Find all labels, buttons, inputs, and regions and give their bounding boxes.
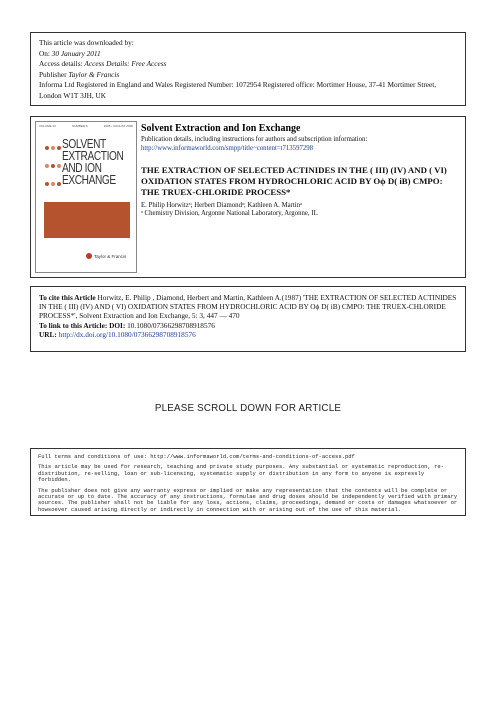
citation-box <box>30 286 466 352</box>
cover-dot <box>57 164 61 168</box>
access-details: Access Details: Free Access <box>84 59 167 69</box>
terms-disclaimer-paragraph: The publisher does not give any warranty express or implied or make any representation that the contents will be complete or accurate or up to date. The accuracy of any instructions, formulae and drug doses should be independently verified with primary sources. The publisher shall not be liable for any loss, actions, claims, proceedings, demand or costs or damages whatsoever or howsoever caused arising directly or indirectly in connection with or arising out of the use of this material. <box>38 486 458 513</box>
cite-text: Horwitz, E. Philip , Diamond, Herbert and Martin, Kathleen A.(1987) 'THE EXTRACTION OF SELECTED ACTINIDES IN THE ( III) (IV) AND ( VI) OXIDATION STATES FROM HYDROCHLORIC ACID BY Oϕ D( iB) CMPO: THE TRUEX-CHLORIDE PROCESS*', Solvent Extraction and Ion Exchange, 5: 3, 447 — 470 <box>39 293 457 321</box>
citation <box>39 293 457 321</box>
cover-title-line: EXTRACTION <box>62 148 124 163</box>
journal-details <box>141 123 463 219</box>
download-info-box <box>30 32 466 106</box>
cover-dot <box>57 146 61 150</box>
terms-usage-paragraph: This article may be used for research, teaching and private study purposes. Any substantial or systematic reproduction, re-distribution, re-selling, loan or sub-licensing, systematic supply or distribution in any form to anyone is expressly forbidden. <box>38 463 444 484</box>
scroll-down-notice: PLEASE SCROLL DOWN FOR ARTICLE <box>154 403 342 414</box>
access-details-line <box>39 59 457 70</box>
doi-label: To link to this Article: DOI: <box>39 320 126 330</box>
article-authors: E. Philip Horwitzᵃ; Herbert Diamondᵃ; Kathleen A. Martinᵃ <box>141 201 302 209</box>
access-label: Access details: <box>39 59 85 69</box>
cover-color-block <box>44 202 130 238</box>
article-title: THE EXTRACTION OF SELECTED ACTINIDES IN THE ( III) (IV) AND ( VI) OXIDATION STATES FROM HYDROCHLORIC ACID BY Oϕ D( iB) CMPO: THE TRUEX-CHLORIDE PROCESS* <box>141 164 447 198</box>
cover-header <box>36 122 136 132</box>
publisher-label: Publisher <box>39 69 69 79</box>
cover-publisher-name: Taylor & Francis <box>94 253 127 259</box>
publisher-logo-icon <box>86 253 92 259</box>
cover-dot <box>51 164 55 168</box>
cover-number: NUMBER 6 <box>72 124 88 128</box>
downloaded-by-line: This article was downloaded by: <box>39 38 134 47</box>
on-label: On: <box>39 48 52 58</box>
publication-details: Publication details, including instructions for authors and subscription information: <box>141 136 368 143</box>
cover-volume: VOLUME 23 <box>39 124 56 128</box>
publisher-name: Taylor & Francis <box>68 69 120 79</box>
cover-dot <box>45 164 49 168</box>
cover-title <box>62 138 123 186</box>
terms-url-paragraph: Full terms and conditions of use: http://www.informaworld.com/terms-and-conditions-of-access.pdf <box>38 453 355 460</box>
doi-value: 10.1080/07366298708918576 <box>125 320 215 330</box>
author-affiliation: ᵃ Chemistry Division, Argonne National Laboratory, Argonne, IL <box>141 210 318 218</box>
cover-dot <box>45 146 49 150</box>
download-date: 30 January 2011 <box>51 48 101 58</box>
download-date-line <box>39 49 457 60</box>
cite-label: To cite this Article <box>39 293 96 302</box>
terms-box <box>30 448 466 516</box>
cover-title-line: AND ION <box>62 160 102 175</box>
cover-dot <box>45 182 49 186</box>
cover-dot <box>51 182 55 186</box>
journal-info-box <box>30 116 466 278</box>
url-label: URL: <box>39 329 57 339</box>
registered-office: Informa Ltd Registered in England and Wales Registered Number: 1072954 Registered office: Mortimer House, 37-41 Mortimer Street, London W1T 3JH, UK <box>39 80 437 100</box>
journal-url-link[interactable]: http://www.informaworld.com/smpp/title~content=t713597298 <box>141 144 314 152</box>
cover-dot-pattern <box>44 138 62 192</box>
url-line <box>39 330 457 339</box>
journal-title: Solvent Extraction and Ion Exchange <box>141 123 301 134</box>
journal-cover-image <box>35 121 137 273</box>
cover-publisher <box>86 253 126 259</box>
doi-url-link[interactable]: http://dx.doi.org/10.1080/07366298708918576 <box>56 329 196 339</box>
publisher-line <box>39 70 457 81</box>
cover-dot <box>51 146 55 150</box>
doi-line <box>39 321 457 330</box>
cover-title-line: SOLVENT <box>62 136 106 151</box>
cover-title-line: EXCHANGE <box>62 172 116 187</box>
cover-issue: 2005 • AUGUST 2005 <box>103 124 133 128</box>
cover-dot <box>57 182 61 186</box>
